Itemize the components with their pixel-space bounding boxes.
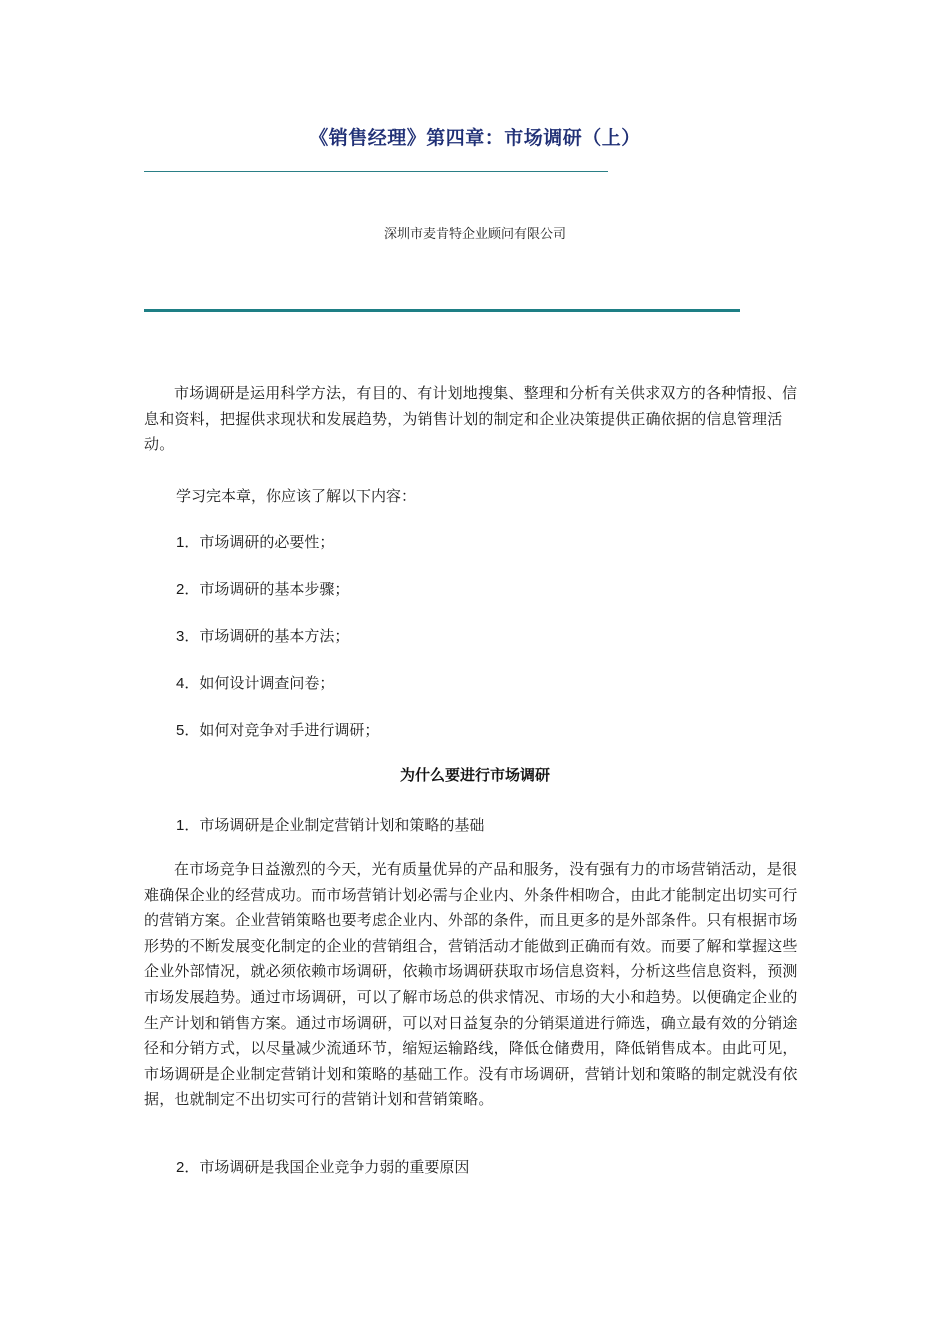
- objective-item: [176, 719, 379, 740]
- point-number: 1．: [176, 817, 200, 834]
- objective-item: [176, 672, 334, 693]
- objective-item: [176, 625, 349, 646]
- title-divider: [144, 171, 608, 172]
- section-heading: 为什么要进行市场调研: [399, 766, 550, 784]
- objective-text: 市场调研的基本方法；: [199, 627, 350, 645]
- objective-number: 5．: [176, 722, 200, 739]
- objective-text: 市场调研的基本步骤；: [199, 580, 350, 598]
- document-title: 《销售经理》第四章：市场调研（上）: [309, 127, 641, 149]
- point-text: 市场调研是企业制定营销计划和策略的基础: [199, 816, 485, 834]
- point-number: 2．: [176, 1159, 200, 1176]
- learn-lead: 学习完本章，你应该了解以下内容：: [176, 487, 417, 505]
- objective-number: 3．: [176, 628, 200, 645]
- header-divider: [144, 309, 740, 312]
- objective-item: [176, 578, 349, 599]
- point-text: 市场调研是我国企业竞争力弱的重要原因: [199, 1158, 470, 1176]
- body-paragraph: 在市场竞争日益激烈的今天，光有质量优异的产品和服务，没有强有力的市场营销活动，是很难确保企业的经营成功。而市场营销计划必需与企业内、外条件相吻合，由此才能制定出切实可行的营销方案。企业营销策略也要考虑企业内、外部的条件，而且更多的是外部条件。只有根据市场形势的不断发展变化制定的企业的营销组合，营销活动才能做到正确而有效。而要了解和掌握这些企业外部情况，就必须依赖市场调研，依赖市场调研获取市场信息资料，分析这些信息资料，预测市场发展趋势。通过市场调研，可以了解市场总的供求情况、市场的大小和趋势。以便确定企业的生产计划和销售方案。通过市场调研，可以对日益复杂的分销渠道进行筛选，确立最有效的分销途径和分销方式，以尽量减少流通环节，缩短运输路线，降低仓储费用，降低销售成本。由此可见，市场调研是企业制定营销计划和策略的基础工作。没有市场调研，营销计划和策略的制定就没有依据，也就制定不出切实可行的营销计划和营销策略。: [144, 860, 798, 1109]
- company-name: 深圳市麦肯特企业顾问有限公司: [383, 227, 566, 242]
- objective-number: 4．: [176, 675, 200, 692]
- objective-number: 2．: [176, 581, 200, 598]
- objective-number: 1．: [176, 534, 200, 551]
- objective-item: [176, 531, 334, 552]
- objective-text: 如何对竞争对手进行调研；: [199, 721, 380, 739]
- objective-text: 如何设计调查问卷；: [199, 674, 335, 692]
- objective-text: 市场调研的必要性；: [199, 533, 335, 551]
- point-heading-2: [176, 1156, 469, 1177]
- point-heading-1: [176, 814, 484, 835]
- intro-paragraph: 市场调研是运用科学方法，有目的、有计划地搜集、整理和分析有关供求双方的各种情报、信息和资料，把握供求现状和发展趋势，为销售计划的制定和企业决策提供正确依据的信息管理活动。: [144, 384, 798, 454]
